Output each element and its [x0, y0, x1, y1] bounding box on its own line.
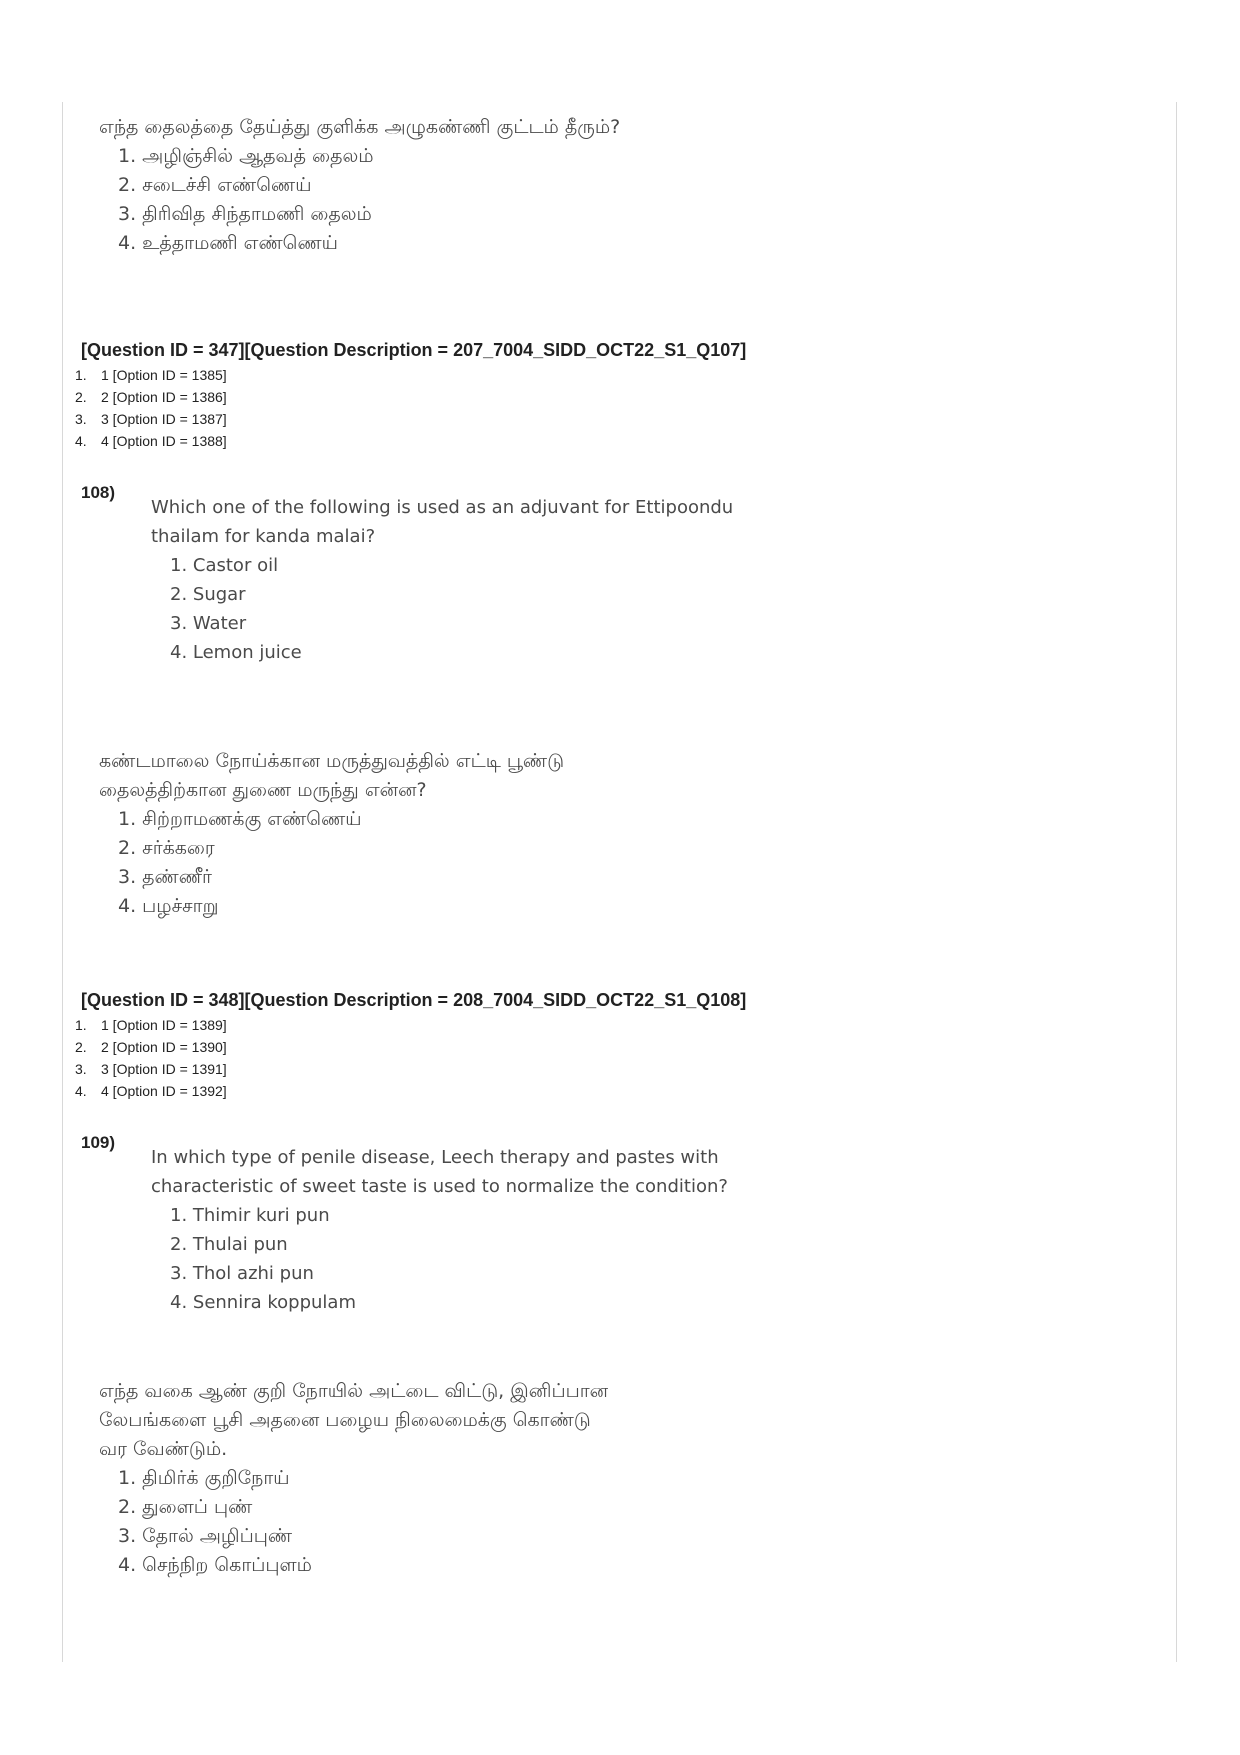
option-item: 3. திரிவித சிந்தாமணி தைலம் — [118, 203, 372, 225]
option-item: 1. திமிர்க் குறிநோய் — [118, 1467, 290, 1489]
question-block-108 — [151, 493, 791, 667]
option-item: 3. தண்ணீர் — [118, 866, 212, 888]
question-block-109 — [151, 1143, 811, 1317]
question-meta-options — [75, 364, 227, 452]
question-text-line: கண்டமாலை நோய்க்கான மருத்துவத்தில் எட்டி பூண்டு — [99, 750, 565, 772]
right-margin-line — [1176, 102, 1177, 1662]
question-meta-title: [Question ID = 347][Question Description = 207_7004_SIDD_OCT22_S1_Q107] — [81, 340, 747, 360]
question-number: 109) — [81, 1133, 116, 1152]
meta-option-item: 2. 2 [Option ID = 1386] — [75, 389, 227, 405]
left-margin-line — [62, 102, 63, 1662]
meta-option-item: 3. 3 [Option ID = 1387] — [75, 411, 227, 427]
options-list — [118, 1464, 759, 1580]
option-item: 3. Thol azhi pun — [170, 1263, 314, 1284]
question-text: எந்த தைலத்தை தேய்த்து குளிக்க அழுகண்ணி குட்டம் தீரும்? — [99, 116, 621, 138]
option-item: 1. Castor oil — [170, 555, 279, 576]
options-list — [170, 551, 791, 667]
option-item: 1. அழிஞ்சில் ஆதவத் தைலம் — [118, 145, 374, 167]
options-list — [118, 805, 739, 921]
option-item: 2. சடைச்சி எண்ணெய் — [118, 174, 312, 196]
option-item: 4. பழச்சாறு — [118, 895, 219, 917]
tamil-question-block-109 — [99, 1377, 759, 1580]
meta-option-item: 1. 1 [Option ID = 1385] — [75, 367, 227, 383]
meta-option-item: 4. 4 [Option ID = 1388] — [75, 433, 227, 449]
question-text-line: characteristic of sweet taste is used to normalize the condition? — [151, 1176, 728, 1197]
meta-option-item: 1. 1 [Option ID = 1389] — [75, 1017, 227, 1033]
tamil-question-block-107 — [99, 113, 739, 258]
option-item: 2. Thulai pun — [170, 1234, 288, 1255]
option-item: 3. Water — [170, 613, 247, 634]
option-item: 2. சர்க்கரை — [118, 837, 215, 859]
option-item: 2. துளைப் புண் — [118, 1496, 253, 1518]
option-item: 1. சிற்றாமணக்கு எண்ணெய் — [118, 808, 362, 830]
option-item: 2. Sugar — [170, 584, 246, 605]
question-text-line: வர வேண்டும். — [99, 1438, 228, 1460]
question-text-line: தைலத்திற்கான துணை மருந்து என்ன? — [99, 779, 427, 801]
question-text-line: In which type of penile disease, Leech therapy and pastes with — [151, 1147, 719, 1168]
meta-option-item: 2. 2 [Option ID = 1390] — [75, 1039, 227, 1055]
question-text-line: Which one of the following is used as an adjuvant for Ettipoondu — [151, 497, 734, 518]
question-text-line: எந்த வகை ஆண் குறி நோயில் அட்டை விட்டு, இனிப்பான — [99, 1380, 609, 1402]
options-list — [118, 142, 739, 258]
meta-option-item: 4. 4 [Option ID = 1392] — [75, 1083, 227, 1099]
option-item: 4. செந்நிற கொப்புளம் — [118, 1554, 312, 1576]
option-item: 1. Thimir kuri pun — [170, 1205, 330, 1226]
question-meta-options — [75, 1014, 227, 1102]
option-item: 4. உத்தாமணி எண்ணெய் — [118, 232, 338, 254]
question-text-line: thailam for kanda malai? — [151, 526, 376, 547]
options-list — [170, 1201, 811, 1317]
option-item: 4. Sennira koppulam — [170, 1292, 356, 1313]
meta-option-item: 3. 3 [Option ID = 1391] — [75, 1061, 227, 1077]
option-item: 3. தோல் அழிப்புண் — [118, 1525, 293, 1547]
option-item: 4. Lemon juice — [170, 642, 302, 663]
question-number: 108) — [81, 483, 116, 502]
question-text-line: லேபங்களை பூசி அதனை பழைய நிலைமைக்கு கொண்டு — [99, 1409, 591, 1431]
question-meta-title: [Question ID = 348][Question Description = 208_7004_SIDD_OCT22_S1_Q108] — [81, 990, 747, 1010]
tamil-question-block-108 — [99, 747, 739, 921]
